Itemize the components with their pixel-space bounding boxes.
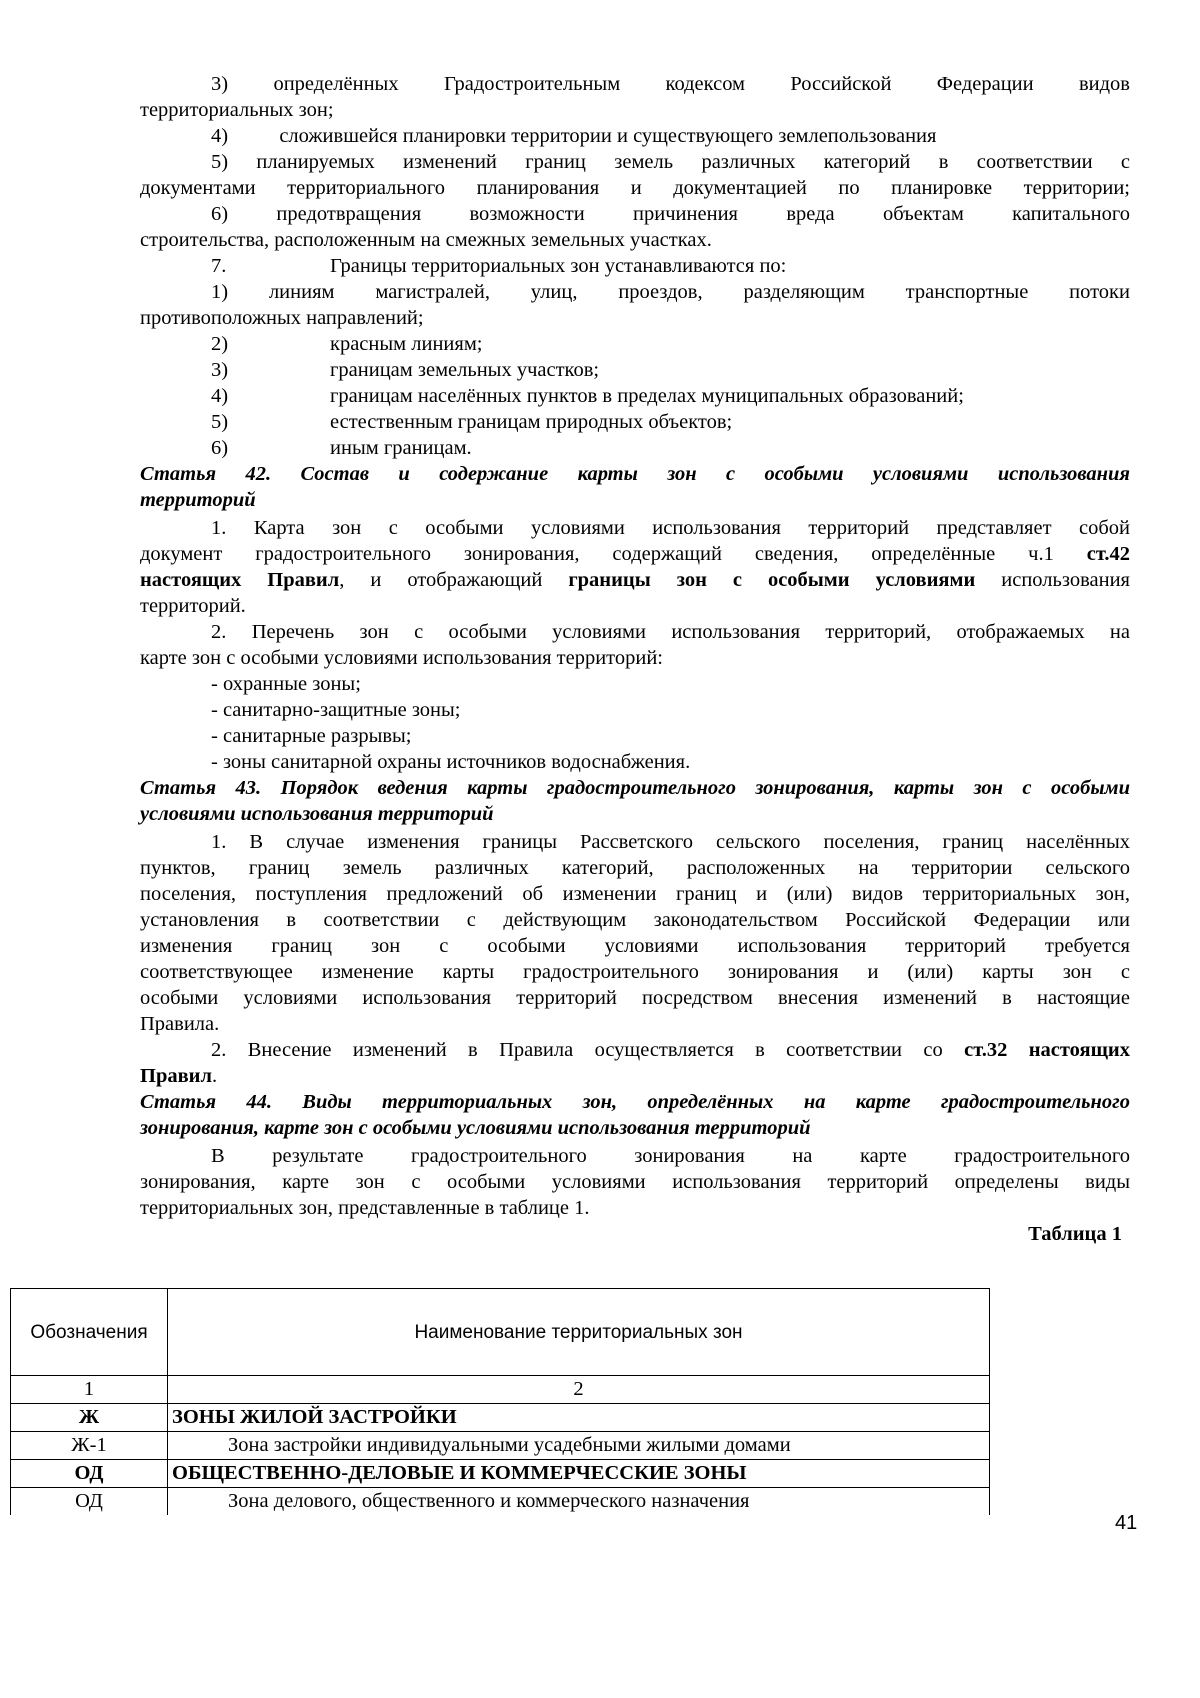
paragraph-line: 3) определённых Градостроительным кодексом Российской Федерации видов bbox=[211, 73, 1130, 95]
article-43-heading-cont: условиями использования территорий bbox=[140, 803, 494, 825]
paragraph-line: 1) линиям магистралей, улиц, проездов, разделяющим транспортные потоки bbox=[211, 281, 1130, 303]
table-header-row bbox=[11, 1289, 990, 1376]
paragraph-line: территориальных зон; bbox=[140, 99, 334, 121]
paragraph-line: установления в соответствии с действующим законодательством Российской Федерации или bbox=[140, 909, 1130, 931]
table-number-row bbox=[11, 1376, 990, 1404]
paragraph-line: документ градостроительного зонирования, содержащий сведения, определённые ч.1 ст.42 bbox=[140, 543, 1130, 565]
page-number: 41 bbox=[1115, 1512, 1138, 1534]
paragraph-line: особыми условиями использования территорий посредством внесения изменений в настоящие bbox=[140, 987, 1130, 1009]
table-row bbox=[11, 1460, 990, 1488]
article-42-heading-cont: территорий bbox=[140, 489, 256, 511]
table-cell: Ж bbox=[11, 1404, 168, 1432]
paragraph-line: настоящих Правил, и отображающий границы зон с особыми условиями использования bbox=[140, 569, 1130, 591]
paragraph-line: 1. В случае изменения границы Рассветского сельского поселения, границ населённых bbox=[211, 831, 1130, 853]
table-cell: ОД bbox=[11, 1460, 168, 1488]
paragraph-line: противоположных направлений; bbox=[140, 307, 424, 329]
list-number: 5) bbox=[211, 411, 229, 433]
list-number: 6) bbox=[211, 437, 229, 459]
table-row bbox=[11, 1404, 990, 1432]
list-item: - санитарные разрывы; bbox=[211, 725, 412, 747]
paragraph-line: территорий. bbox=[140, 595, 246, 617]
paragraph-line: территориальных зон, представленные в таблице 1. bbox=[140, 1197, 590, 1219]
article-44-heading-cont: зонирования, карте зон с особыми условиями использования территорий bbox=[140, 1117, 811, 1139]
paragraph-line: 2. Внесение изменений в Правила осуществляется в соответствии со ст.32 настоящих bbox=[211, 1039, 1130, 1061]
list-text: границам земельных участков; bbox=[330, 359, 600, 381]
paragraph-line: 4) сложившейся планировки территории и существующего землепользования bbox=[211, 125, 937, 147]
header-cell-designation: Обозначения bbox=[11, 1289, 168, 1376]
table-row bbox=[11, 1488, 990, 1516]
list-text: Границы территориальных зон устанавливаются по: bbox=[330, 255, 787, 277]
paragraph-line: Правил. bbox=[140, 1065, 218, 1087]
paragraph-line: соответствующее изменение карты градостроительного зонирования и (или) карты зон с bbox=[140, 961, 1130, 983]
table-cell: Ж-1 bbox=[11, 1432, 168, 1460]
list-text: границам населённых пунктов в пределах муниципальных образований; bbox=[330, 385, 964, 407]
paragraph-line: зонирования, карте зон с особыми условиями использования территорий определены виды bbox=[140, 1171, 1130, 1193]
list-text: красным линиям; bbox=[330, 333, 483, 355]
article-43-heading: Статья 43. Порядок ведения карты градостроительного зонирования, карты зон с особыми bbox=[140, 777, 1130, 799]
table-cell: 2 bbox=[168, 1376, 990, 1404]
list-text: иным границам. bbox=[330, 437, 472, 459]
paragraph-line: 5) планируемых изменений границ земель различных категорий в соответствии с bbox=[211, 151, 1130, 173]
list-number: 2) bbox=[211, 333, 229, 355]
list-number: 3) bbox=[211, 359, 229, 381]
paragraph-line: поселения, поступления предложений об изменении границ и (или) видов территориальных зон, bbox=[140, 883, 1130, 905]
paragraph-line: 1. Карта зон с особыми условиями использования территорий представляет собой bbox=[211, 517, 1130, 539]
list-item: - зоны санитарной охраны источников водоснабжения. bbox=[211, 751, 691, 773]
table-cell: Зона делового, общественного и коммерческого назначения bbox=[168, 1488, 990, 1516]
table-cell: Зона застройки индивидуальными усадебными жилыми домами bbox=[168, 1432, 990, 1460]
list-number: 7. bbox=[211, 255, 227, 277]
table-row bbox=[11, 1432, 990, 1460]
article-42-heading: Статья 42. Состав и содержание карты зон с особыми условиями использования bbox=[140, 463, 1130, 485]
zones-table bbox=[10, 1288, 990, 1515]
list-item: - охранные зоны; bbox=[211, 673, 361, 695]
list-item: - санитарно-защитные зоны; bbox=[211, 699, 461, 721]
paragraph-line: В результате градостроительного зонирования на карте градостроительного bbox=[211, 1145, 1130, 1167]
table-cell: ОБЩЕСТВЕННО-ДЕЛОВЫЕ И КОММЕРЧЕССКИЕ ЗОНЫ bbox=[168, 1460, 990, 1488]
paragraph-line: строительства, расположенным на смежных земельных участках. bbox=[140, 229, 712, 251]
table-caption: Таблица 1 bbox=[1028, 1223, 1122, 1245]
list-text: естественным границам природных объектов; bbox=[330, 411, 733, 433]
list-number: 4) bbox=[211, 385, 229, 407]
table-cell: ЗОНЫ ЖИЛОЙ ЗАСТРОЙКИ bbox=[168, 1404, 990, 1432]
paragraph-line: карте зон с особыми условиями использования территорий: bbox=[140, 647, 664, 669]
paragraph-line: Правила. bbox=[140, 1013, 220, 1035]
paragraph-line: 6) предотвращения возможности причинения вреда объектам капитального bbox=[211, 203, 1130, 225]
paragraph-line: 2. Перечень зон с особыми условиями использования территорий, отображаемых на bbox=[211, 621, 1130, 643]
paragraph-line: документами территориального планирования и документацией по планировке территории; bbox=[140, 177, 1130, 199]
paragraph-line: пунктов, границ земель различных категорий, расположенных на территории сельского bbox=[140, 857, 1130, 879]
article-44-heading: Статья 44. Виды территориальных зон, определённых на карте градостроительного bbox=[140, 1091, 1130, 1113]
paragraph-line: изменения границ зон с особыми условиями использования территорий требуется bbox=[140, 935, 1130, 957]
table-cell: ОД bbox=[11, 1488, 168, 1516]
table-cell: 1 bbox=[11, 1376, 168, 1404]
header-cell-zone-name: Наименование территориальных зон bbox=[168, 1289, 990, 1376]
